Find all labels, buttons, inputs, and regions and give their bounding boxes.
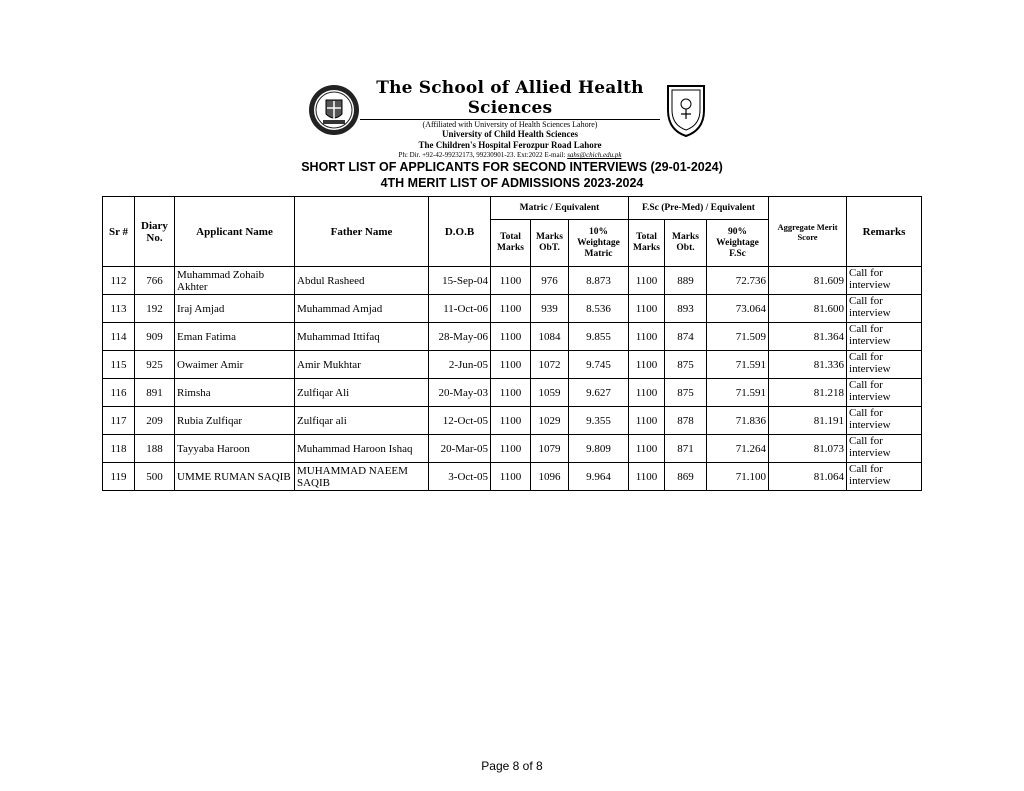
cell-father-name: Muhammad Haroon Ishaq — [295, 435, 429, 463]
hospital-address: The Children's Hospital Ferozpur Road Lahore — [418, 140, 602, 150]
header-matric-obtained: Marks ObT. — [531, 220, 569, 267]
cell-fsc-total: 1100 — [629, 407, 665, 435]
cell-matric-total: 1100 — [491, 351, 531, 379]
cell-matric-weightage: 9.745 — [569, 351, 629, 379]
cell-remarks: Call for interview — [847, 295, 922, 323]
cell-fsc-obtained: 874 — [665, 323, 707, 351]
table-row — [103, 407, 922, 435]
cell-matric-weightage: 8.873 — [569, 267, 629, 295]
header-applicant-name: Applicant Name — [175, 197, 295, 267]
cell-matric-obtained: 1096 — [531, 463, 569, 491]
cell-fsc-weightage: 72.736 — [707, 267, 769, 295]
merit-table — [102, 196, 922, 491]
cell-remarks: Call for interview — [847, 267, 922, 295]
cell-aggregate: 81.609 — [769, 267, 847, 295]
cell-matric-weightage: 9.855 — [569, 323, 629, 351]
cell-sr: 116 — [103, 379, 135, 407]
cell-applicant-name: UMME RUMAN SAQIB — [175, 463, 295, 491]
cell-applicant-name: Eman Fatima — [175, 323, 295, 351]
header-fsc-weightage: 90% Weightage F.Sc — [707, 220, 769, 267]
cell-father-name: Amir Mukhtar — [295, 351, 429, 379]
cell-matric-obtained: 1029 — [531, 407, 569, 435]
cell-fsc-total: 1100 — [629, 323, 665, 351]
shortlist-title: SHORT LIST OF APPLICANTS FOR SECOND INTERVIEWS (29-01-2024) — [301, 160, 723, 174]
cell-sr: 117 — [103, 407, 135, 435]
cell-fsc-weightage: 73.064 — [707, 295, 769, 323]
cell-dob: 11-Oct-06 — [429, 295, 491, 323]
cell-applicant-name: Muhammad Zohaib Akhter — [175, 267, 295, 295]
cell-matric-weightage: 9.809 — [569, 435, 629, 463]
cell-aggregate: 81.600 — [769, 295, 847, 323]
cell-matric-total: 1100 — [491, 323, 531, 351]
cell-matric-obtained: 1059 — [531, 379, 569, 407]
cell-father-name: MUHAMMAD NAEEM SAQIB — [295, 463, 429, 491]
cell-fsc-total: 1100 — [629, 463, 665, 491]
cell-diary: 500 — [135, 463, 175, 491]
cell-matric-obtained: 976 — [531, 267, 569, 295]
cell-father-name: Abdul Rasheed — [295, 267, 429, 295]
cell-matric-obtained: 1072 — [531, 351, 569, 379]
header-sr: Sr # — [103, 197, 135, 267]
cell-aggregate: 81.191 — [769, 407, 847, 435]
cell-applicant-name: Owaimer Amir — [175, 351, 295, 379]
cell-fsc-total: 1100 — [629, 379, 665, 407]
header-dob: D.O.B — [429, 197, 491, 267]
affiliation: (Affiliated with University of Health Sciences Lahore) — [422, 120, 598, 129]
cell-remarks: Call for interview — [847, 351, 922, 379]
cell-father-name: Muhammad Amjad — [295, 295, 429, 323]
cell-dob: 2-Jun-05 — [429, 351, 491, 379]
cell-sr: 113 — [103, 295, 135, 323]
header-fsc-obtained: Marks Obt. — [665, 220, 707, 267]
cell-remarks: Call for interview — [847, 407, 922, 435]
cell-fsc-weightage: 71.591 — [707, 379, 769, 407]
cell-fsc-obtained: 871 — [665, 435, 707, 463]
cell-remarks: Call for interview — [847, 463, 922, 491]
cell-matric-total: 1100 — [491, 407, 531, 435]
cell-sr: 114 — [103, 323, 135, 351]
cell-matric-weightage: 9.355 — [569, 407, 629, 435]
university-name: University of Child Health Sciences — [442, 129, 578, 139]
cell-sr: 112 — [103, 267, 135, 295]
header-matric-total: Total Marks — [491, 220, 531, 267]
cell-diary: 925 — [135, 351, 175, 379]
table-row — [103, 323, 922, 351]
cell-remarks: Call for interview — [847, 379, 922, 407]
cell-dob: 15-Sep-04 — [429, 267, 491, 295]
cell-fsc-total: 1100 — [629, 295, 665, 323]
cell-aggregate: 81.064 — [769, 463, 847, 491]
school-seal-logo — [308, 84, 360, 136]
letterhead — [0, 78, 1024, 159]
cell-fsc-obtained: 878 — [665, 407, 707, 435]
cell-dob: 20-May-03 — [429, 379, 491, 407]
cell-matric-total: 1100 — [491, 463, 531, 491]
cell-dob: 20-Mar-05 — [429, 435, 491, 463]
cell-applicant-name: Rubia Zulfiqar — [175, 407, 295, 435]
cell-matric-total: 1100 — [491, 379, 531, 407]
table-row — [103, 463, 922, 491]
email-link[interactable]: sahs@chich.edu.pk — [567, 151, 622, 159]
cell-dob: 12-Oct-05 — [429, 407, 491, 435]
table-row — [103, 267, 922, 295]
email-label: E-mail: — [544, 151, 566, 159]
cell-matric-weightage: 9.627 — [569, 379, 629, 407]
cell-applicant-name: Iraj Amjad — [175, 295, 295, 323]
cell-dob: 28-May-06 — [429, 323, 491, 351]
table-row — [103, 379, 922, 407]
header-matric-weightage: 10% Weightage Matric — [569, 220, 629, 267]
cell-fsc-obtained: 889 — [665, 267, 707, 295]
header-fsc-group: F.Sc (Pre-Med) / Equivalent — [629, 197, 769, 220]
cell-sr: 118 — [103, 435, 135, 463]
school-name: The School of Allied Health Sciences — [376, 78, 644, 118]
header-father-name: Father Name — [295, 197, 429, 267]
cell-fsc-weightage: 71.264 — [707, 435, 769, 463]
cell-diary: 766 — [135, 267, 175, 295]
cell-diary: 188 — [135, 435, 175, 463]
cell-fsc-weightage: 71.509 — [707, 323, 769, 351]
cell-fsc-weightage: 71.836 — [707, 407, 769, 435]
cell-matric-total: 1100 — [491, 295, 531, 323]
table-row — [103, 351, 922, 379]
merit-list-title: 4TH MERIT LIST OF ADMISSIONS 2023-2024 — [380, 176, 644, 190]
cell-matric-weightage: 8.536 — [569, 295, 629, 323]
cell-diary: 891 — [135, 379, 175, 407]
cell-matric-obtained: 1084 — [531, 323, 569, 351]
cell-fsc-obtained: 893 — [665, 295, 707, 323]
page-number: Page 8 of 8 — [481, 759, 543, 773]
cell-dob: 3-Oct-05 — [429, 463, 491, 491]
contact-line — [360, 151, 660, 160]
header-remarks: Remarks — [847, 197, 922, 267]
cell-father-name: Zulfiqar Ali — [295, 379, 429, 407]
header-fsc-total: Total Marks — [629, 220, 665, 267]
cell-matric-weightage: 9.964 — [569, 463, 629, 491]
cell-aggregate: 81.364 — [769, 323, 847, 351]
cell-fsc-weightage: 71.591 — [707, 351, 769, 379]
cell-matric-obtained: 939 — [531, 295, 569, 323]
cell-matric-obtained: 1079 — [531, 435, 569, 463]
cell-applicant-name: Tayyaba Haroon — [175, 435, 295, 463]
table-row — [103, 295, 922, 323]
cell-aggregate: 81.073 — [769, 435, 847, 463]
cell-father-name: Zulfiqar ali — [295, 407, 429, 435]
header-aggregate: Aggregate Merit Score — [769, 197, 847, 267]
merit-table-body — [103, 267, 922, 491]
cell-father-name: Muhammad Ittifaq — [295, 323, 429, 351]
cell-diary: 192 — [135, 295, 175, 323]
cell-diary: 909 — [135, 323, 175, 351]
contact-phone: Ph: Dir. +92-42-99232173, 99230901-23. Ext:2022 — [398, 151, 543, 159]
cell-matric-total: 1100 — [491, 267, 531, 295]
header-diary: Diary No. — [135, 197, 175, 267]
cell-fsc-total: 1100 — [629, 267, 665, 295]
cell-fsc-obtained: 875 — [665, 379, 707, 407]
cell-fsc-obtained: 869 — [665, 463, 707, 491]
cell-fsc-total: 1100 — [629, 351, 665, 379]
cell-fsc-weightage: 71.100 — [707, 463, 769, 491]
cell-matric-total: 1100 — [491, 435, 531, 463]
cell-aggregate: 81.218 — [769, 379, 847, 407]
cell-aggregate: 81.336 — [769, 351, 847, 379]
cell-remarks: Call for interview — [847, 435, 922, 463]
header-matric-group: Matric / Equivalent — [491, 197, 629, 220]
cell-sr: 119 — [103, 463, 135, 491]
hospital-crest-logo — [664, 82, 708, 138]
cell-applicant-name: Rimsha — [175, 379, 295, 407]
cell-fsc-obtained: 875 — [665, 351, 707, 379]
cell-diary: 209 — [135, 407, 175, 435]
cell-sr: 115 — [103, 351, 135, 379]
table-row — [103, 435, 922, 463]
cell-remarks: Call for interview — [847, 323, 922, 351]
cell-fsc-total: 1100 — [629, 435, 665, 463]
